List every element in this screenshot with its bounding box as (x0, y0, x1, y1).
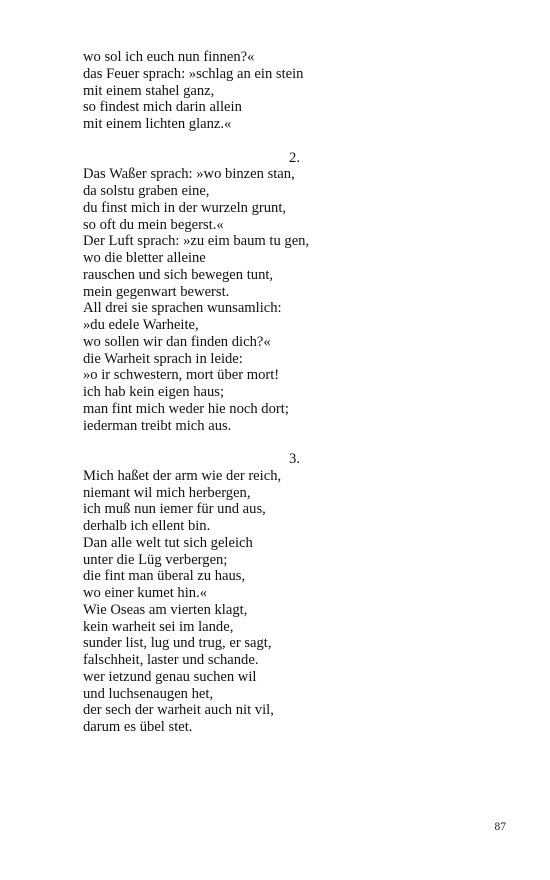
verse-line: die fint man überal zu haus, (83, 568, 246, 585)
verse-line: mit einem stahel ganz, (83, 82, 215, 99)
verse-line: rauschen und sich bewegen tunt, (83, 266, 274, 283)
verse-line: ich muß nun iemer für und aus, (83, 501, 266, 518)
verse-line: unter die Lüg verbergen; (83, 551, 228, 568)
verse-line: wo sollen wir dan finden dich?« (83, 333, 271, 350)
verse-line: iederman treibt mich aus. (83, 417, 232, 434)
section-number: 2. (289, 149, 300, 166)
verse-line: Mich haßet der arm wie der reich, (83, 467, 282, 484)
verse-line: wo einer kumet hin.« (83, 585, 208, 601)
verse-line: ich hab kein eigen haus; (83, 384, 225, 400)
verse-line: kein warheit sei im lande, (83, 618, 234, 635)
verse-line: »du edele Warheite, (83, 317, 199, 333)
verse-line: man fint mich weder hie noch dort; (83, 400, 289, 417)
verse-line: der sech der warheit auch nit vil, (83, 702, 274, 719)
section-2 (83, 150, 333, 435)
verse-line: die Warheit sprach in leide: (83, 350, 243, 367)
stanza-continuation (83, 49, 333, 133)
verse-line: Der Luft sprach: »zu eim baum tu gen, (83, 233, 310, 250)
verse-line: All drei sie sprachen wunsamlich: (83, 300, 282, 317)
verse-line: und luchsenaugen het, (83, 685, 214, 702)
verse-line: so oft du mein begerst.« (83, 216, 224, 233)
verse-line: Das Waßer sprach: »wo binzen stan, (83, 166, 295, 183)
page-number: 87 (494, 821, 506, 833)
poem-text (83, 49, 333, 736)
verse-line: mit einem lichten glanz.« (83, 116, 232, 132)
verse-line: darum es übel stet. (83, 719, 193, 735)
verse-line: wo die bletter alleine (83, 250, 206, 266)
verse-line: das Feuer sprach: »schlag an ein stein (83, 65, 304, 82)
stanza-gap (83, 434, 333, 451)
verse-line: du finst mich in der wurzeln grunt, (83, 199, 287, 216)
stanza-gap (83, 133, 333, 150)
section-3 (83, 451, 333, 736)
verse-line: niemant wil mich herbergen, (83, 484, 251, 501)
verse-line: Wie Oseas am vierten klagt, (83, 601, 248, 618)
verse-line: sunder list, lug und trug, er sagt, (83, 635, 272, 652)
verse-line: falschheit, laster und schande. (83, 652, 259, 668)
verse-line: wo sol ich euch nun finnen?« (83, 49, 255, 65)
verse-line: mein gegenwart bewerst. (83, 283, 230, 300)
verse-line: derhalb ich ellent bin. (83, 518, 211, 534)
verse-line: so findest mich darin allein (83, 99, 242, 116)
verse-line: da solstu graben eine, (83, 183, 210, 199)
section-number: 3. (289, 451, 300, 467)
verse-line: »o ir schwestern, mort über mort! (83, 367, 280, 384)
verse-line: wer ietzund genau suchen wil (83, 668, 257, 685)
verse-line: Dan alle welt tut sich geleich (83, 534, 253, 551)
